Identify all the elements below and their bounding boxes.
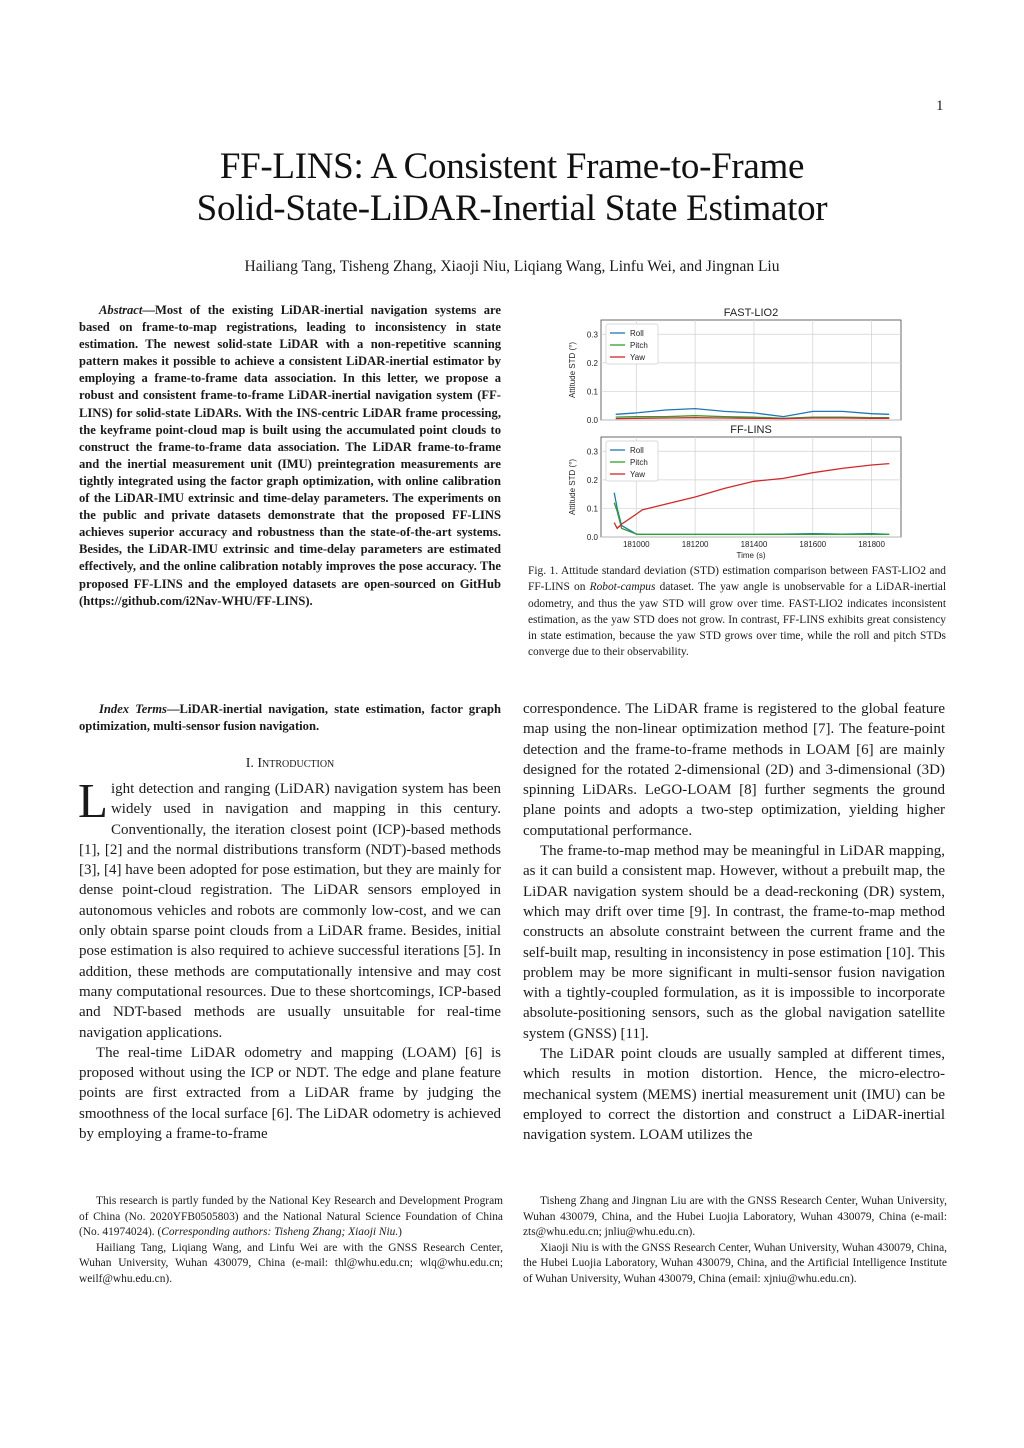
svg-text:0.1: 0.1 [586,387,598,397]
svg-text:0.2: 0.2 [586,475,598,485]
svg-text:Roll: Roll [630,446,644,455]
svg-text:0.3: 0.3 [586,330,598,340]
dataset-name: Robot-campus [589,581,656,594]
svg-text:Attitude STD (°): Attitude STD (°) [568,458,577,516]
svg-text:181000: 181000 [622,540,650,549]
paper-title [0,146,1024,230]
index-terms-lead: Index Terms [99,702,167,716]
footnote-right [523,1194,947,1287]
svg-text:181400: 181400 [740,540,768,549]
figure-caption: Fig. 1. Attitude standard deviation (STD) estimation comparison between FAST-LIO2 and FF-LINS on Robot-campus dataset. The yaw angle is unobservable for a LiDAR-inertial odometry, and thus the yaw STD will grow over time. FAST-LIO2 indicates inconsistent estimation, as the yaw STD does not grow. In contrast, FF-LINS exhibits great consistency in state estimation, because the yaw STD grows over time, while the roll and pitch STDs converge due to their observability. [528,565,946,659]
footnote-left [79,1194,503,1287]
svg-text:Time (s): Time (s) [736,551,766,560]
section-heading-introduction: I. Introduction [245,756,335,771]
svg-text:0.3: 0.3 [586,447,598,457]
intro-paragraph-3: correspondence. The LiDAR frame is registered to the global feature map using the non-linear optimization method [7]. The feature-point detection and the frame-to-frame methods in LOAM [6] are mainly designed for the rotated 2-dimensional (2D) and 3-dimensional (3D) spinning LiDARs. LeGO-LOAM [8] further segments the ground plane points and adopts a two-step optimization, yielding higher computational performance. [523,701,945,839]
svg-text:0.0: 0.0 [586,416,598,425]
affiliation-note-3: Xiaoji Niu is with the GNSS Research Center, Wuhan University, Wuhan 430079, China, the Hubei Luojia Laboratory, Wuhan 430079, China, and the Artificial Intelligence Institute of Wuhan University, Wuhan 430079, China (email: xjniu@whu.edu.cn). [523,1241,947,1285]
figure-1 [563,302,903,560]
svg-text:181800: 181800 [858,540,885,549]
drop-cap: L [78,773,108,828]
svg-text:Pitch: Pitch [630,341,648,350]
funding-note: This research is partly funded by the National Key Research and Development Program of China (No. 2020YFB0505803) and the National Natural Science Foundation of China (No. 41974024). (Corresponding authors: Tisheng Zhang; Xiaoji Niu.) [79,1195,503,1238]
author-list: Hailiang Tang, Tisheng Zhang, Xiaoji Niu, Liqiang Wang, Linfu Wei, and Jingnan Liu [244,258,780,275]
page-number: 1 [936,98,944,114]
affiliation-note-2: Tisheng Zhang and Jingnan Liu are with the GNSS Research Center, Wuhan University, Wuhan 430079, China, and the Hubei Luojia Laboratory, Wuhan 430079, China (e-mail: zts@whu.edu.cn; jnliu@whu.edu.cn). [523,1195,947,1238]
introduction-left-column [78,773,501,1144]
index-terms-text: —LiDAR-inertial navigation, state estimation, factor graph optimization, multi-sensor fusion navigation. [79,702,501,733]
chart-title: FAST-LIO2 [723,307,779,319]
affiliation-note-1: Hailiang Tang, Liqiang Wang, and Linfu Wei are with the GNSS Research Center, Wuhan University, Wuhan 430079, China (e-mail: thl@whu.edu.cn; wlq@whu.edu.cn; weilf@whu.edu.cn). [79,1241,503,1285]
introduction-right-column [523,699,945,1146]
intro-paragraph-4: The frame-to-map method may be meaningful in LiDAR mapping, as it can build a consistent map. However, without a prebuilt map, the LiDAR navigation system should be a dead-reckoning (DR) system, which may drift over time [9]. In contrast, the frame-to-map method constructs an absolute constraint between the current frame and the self-built map, resulting in inconsistency in pose estimation [10]. This problem may be more significant in multi-sensor fusion navigation with a tightly-coupled formulation, as it is impossible to incorporate absolute-positioning sensors, such as the global navigation satellite system (GNSS) [11]. [523,843,945,1042]
svg-text:0.0: 0.0 [586,533,598,542]
attitude-std-chart [563,302,903,560]
title-line-1: FF-LINS: A Consistent Frame-to-Frame [219,146,805,187]
intro-paragraph-5: The LiDAR point clouds are usually sampled at different times, which results in motion distortion. Hence, the micro-electro-mechanical system (MEMS) inertial measurement unit (IMU) can be employed to correct the distortion and construct a LiDAR-inertial navigation system. LOAM utilizes the [523,1046,945,1144]
index-terms [79,701,501,735]
intro-paragraph-1: Light detection and ranging (LiDAR) navigation system has been widely used in navigation and mapping in this century. Conventionally, the iteration closest point (ICP)-based methods [1], [2] and the normal distributions transform (NDT)-based methods [3], [4] have been adopted for pose estimation, but they are mainly for dense point-cloud registration. The LiDAR sensors employed in autonomous vehicles and robots are commonly low-cost, and we can only obtain sparse point clouds from a LiDAR frame. Besides, initial pose estimation is also required to achieve successful iterations [5]. In addition, these methods are computationally intensive and may cost many computational resources. Due to these shortcomings, ICP-based and NDT-based methods are usually unsuitable for real-time navigation applications. [78,773,501,1041]
svg-text:Yaw: Yaw [630,353,645,362]
abstract-lead: Abstract [99,303,143,317]
svg-text:181200: 181200 [681,540,709,549]
svg-text:Yaw: Yaw [630,470,645,479]
svg-text:Attitude STD (°): Attitude STD (°) [568,341,577,399]
svg-text:Roll: Roll [630,329,644,338]
intro-paragraph-2: The real-time LiDAR odometry and mapping (LOAM) [6] is proposed without using the ICP or NDT. The edge and plane feature points are first extracted from a LiDAR frame by judging the smoothness of the local surface [6]. The LiDAR odometry is achieved by employing a frame-to-frame [79,1044,501,1143]
svg-text:0.2: 0.2 [586,358,598,368]
series-line-yaw [616,418,890,419]
chart-title: FF-LINS [730,424,772,436]
title-line-2: Solid-State-LiDAR-Inertial State Estimator [196,188,828,229]
abstract-text: —Most of the existing LiDAR-inertial navigation systems are based on frame-to-map registrations, leading to inconsistency in state estimation. The newest solid-state LiDAR with a non-repetitive scanning pattern makes it possible to achieve a consistent LiDAR-inertial estimator by employing a frame-to-frame data association. In this letter, we propose a robust and consistent frame-to-frame LiDAR-inertial navigation system (FF-LINS) for solid-state LiDARs. With the INS-centric LiDAR frame processing, the keyframe point-cloud map is built using the accumulated point clouds to construct the frame-to-frame data association. The LiDAR frame-to-frame and the inertial measurement unit (IMU) preintegration measurements are tightly integrated using the factor graph optimization, with online calibration of the LiDAR-IMU extrinsic and time-delay parameters. The experiments on the public and private datasets demonstrate that the proposed FF-LINS achieves superior accuracy and robustness than the state-of-the-art systems. Besides, the LiDAR-IMU extrinsic and time-delay parameters are estimated effectively, and the online calibration notably improves the pose accuracy. The proposed FF-LINS and the employed datasets are open-sourced on GitHub (https://github.com/i2Nav-WHU/FF-LINS). [79,303,501,608]
svg-text:Pitch: Pitch [630,458,648,467]
svg-text:0.1: 0.1 [586,504,598,514]
svg-text:181600: 181600 [799,540,827,549]
abstract [79,302,501,610]
